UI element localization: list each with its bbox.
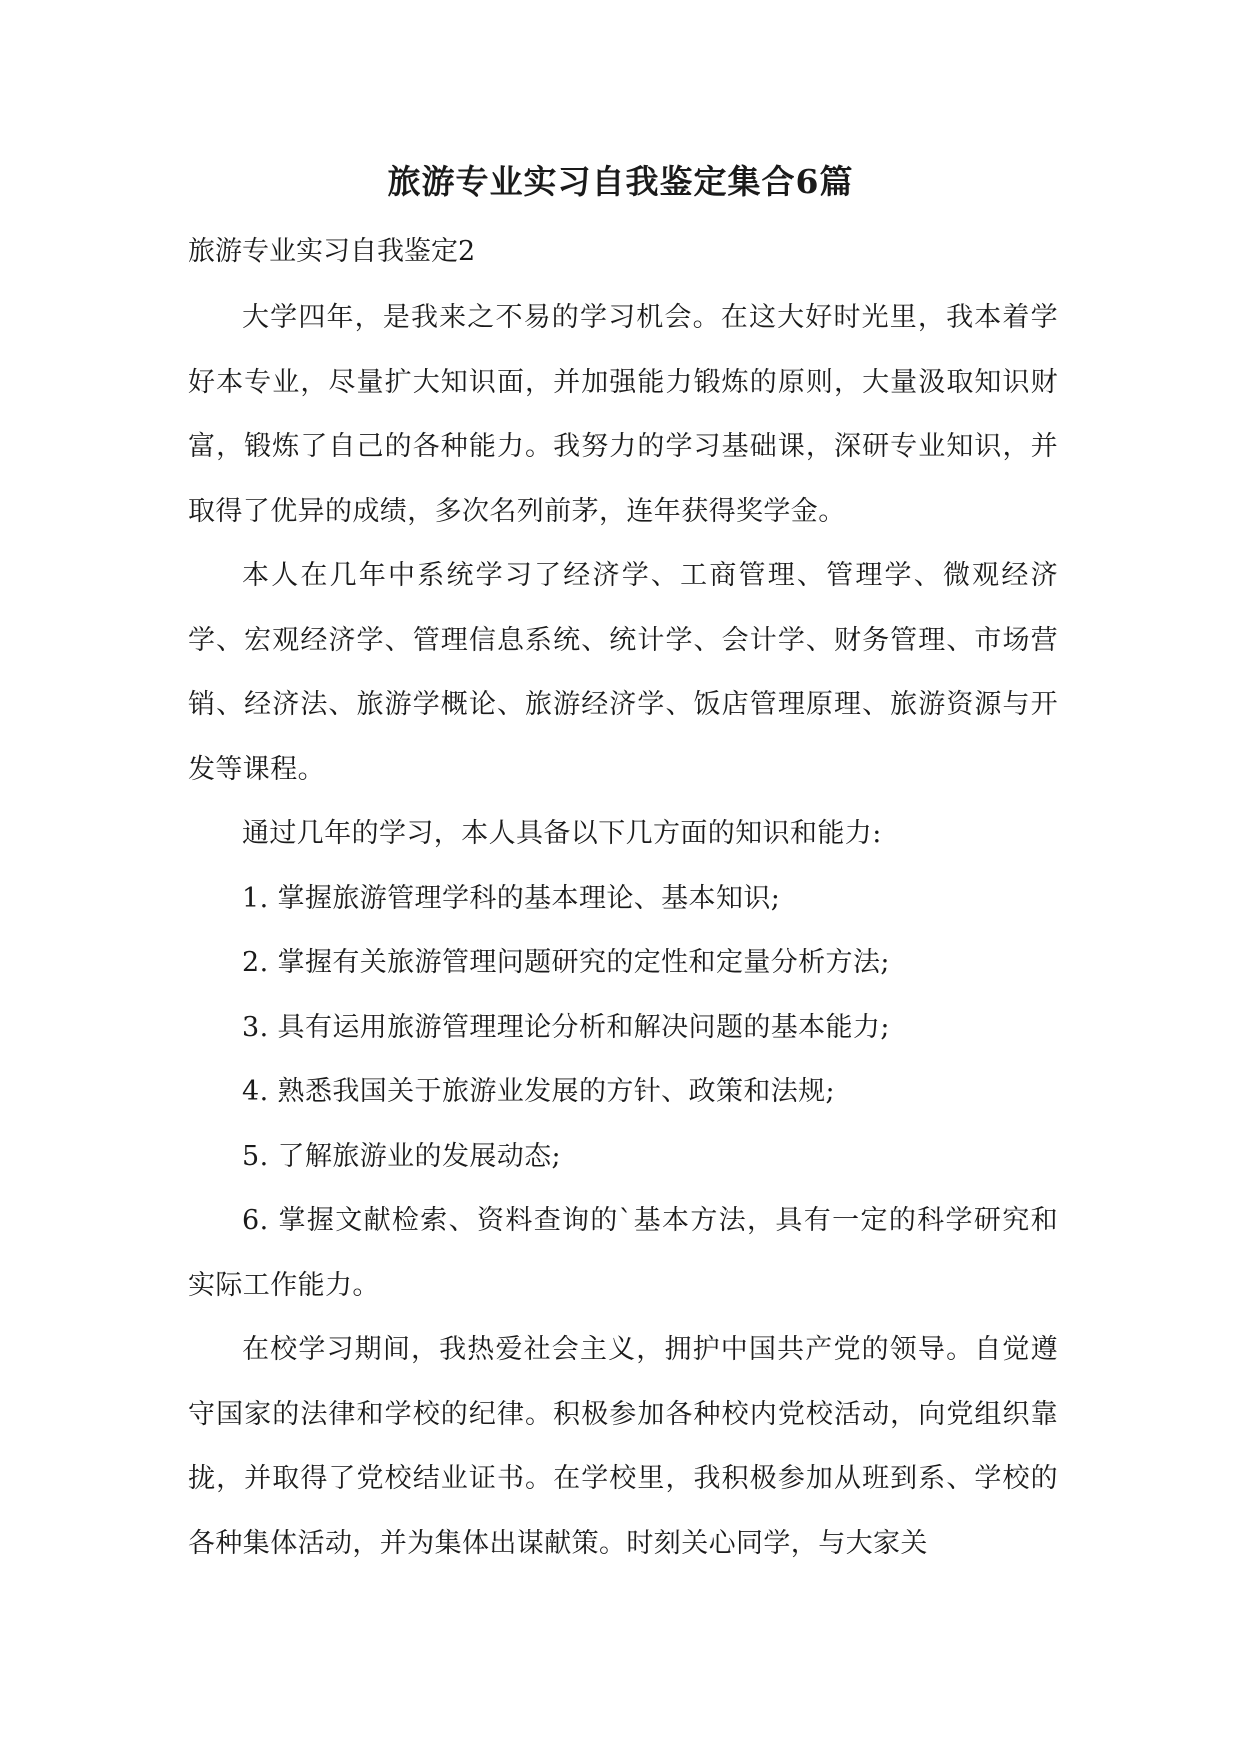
paragraph-intro: 大学四年，是我来之不易的学习机会。在这大好时光里，我本着学好本专业，尽量扩大知识面，并加强能力锻炼的原则，大量汲取知识财富，锻炼了自己的各种能力。我努力的学习基础课，深研专业知识，并取得了优异的成绩，多次名列前茅，连年获得奖学金。 bbox=[188, 302, 1058, 527]
document-subtitle: 旅游专业实习自我鉴定2 bbox=[188, 236, 476, 267]
paragraph-abilities-lead: 通过几年的学习，本人具备以下几方面的知识和能力: bbox=[242, 818, 882, 849]
list-item: 1. 掌握旅游管理学科的基本理论、基本知识; bbox=[242, 882, 781, 914]
list-item: 2. 掌握有关旅游管理问题研究的定性和定量分析方法; bbox=[242, 947, 890, 978]
paragraph-campus-life: 在校学习期间，我热爱社会主义，拥护中国共产党的领导。自觉遵守国家的法律和学校的纪律。积极参加各种校内党校活动，向党组织靠拢，并取得了党校结业证书。在学校里，我积极参加从班到系、学校的各种集体活动，并为集体出谋献策。时刻关心同学，与大家关 bbox=[188, 1334, 1058, 1559]
paragraph-courses: 本人在几年中系统学习了经济学、工商管理、管理学、微观经济学、宏观经济学、管理信息系统、统计学、会计学、财务管理、市场营销、经济法、旅游学概论、旅游经济学、饭店管理原理、旅游资源与开发等课程。 bbox=[188, 560, 1058, 785]
document-title: 旅游专业实习自我鉴定集合6篇 bbox=[387, 162, 854, 201]
document-body bbox=[188, 286, 1058, 1576]
list-item: 4. 熟悉我国关于旅游业发展的方针、政策和法规; bbox=[242, 1076, 836, 1107]
list-item: 6. 掌握文献检索、资料查询的`基本方法，具有一定的科学研究和实际工作能力。 bbox=[188, 1205, 1058, 1301]
list-item: 3. 具有运用旅游管理理论分析和解决问题的基本能力; bbox=[242, 1011, 890, 1043]
list-item: 5. 了解旅游业的发展动态; bbox=[242, 1140, 562, 1172]
